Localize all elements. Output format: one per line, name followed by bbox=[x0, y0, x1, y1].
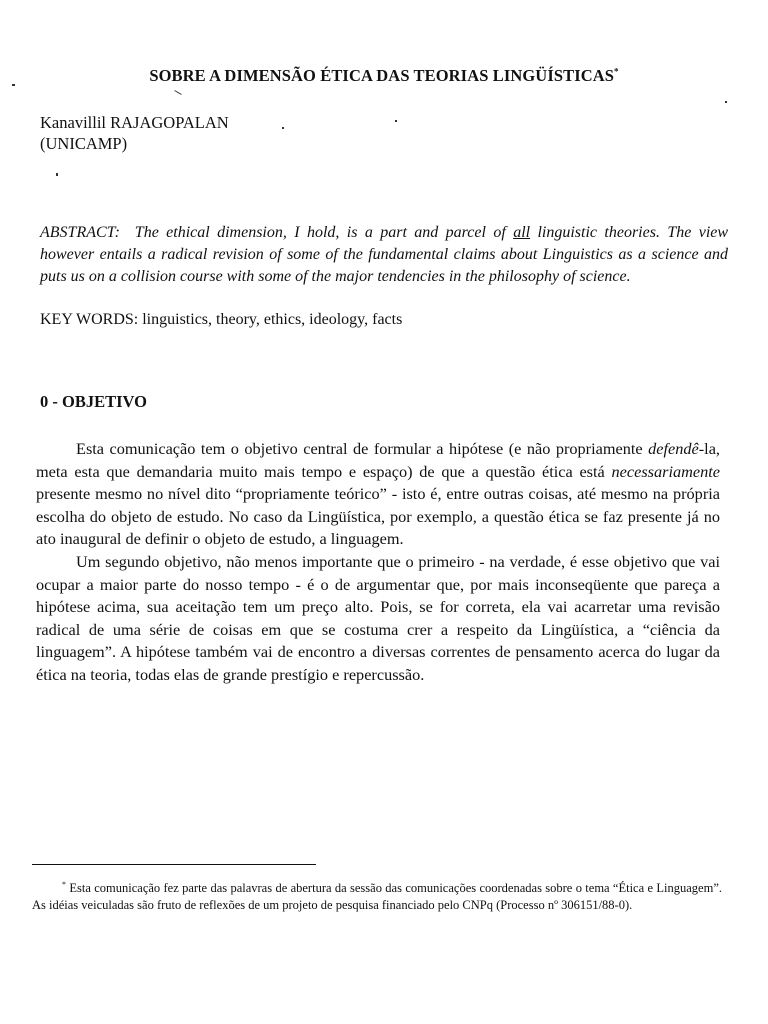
author-block bbox=[40, 112, 229, 154]
scan-speck bbox=[12, 84, 15, 86]
abstract-underlined-word: all bbox=[513, 224, 531, 241]
section-heading: 0 - OBJETIVO bbox=[40, 392, 147, 411]
footnote-paragraph bbox=[32, 876, 722, 914]
scan-speck bbox=[725, 101, 727, 103]
body-text bbox=[36, 438, 720, 687]
paragraph-1-part-3: presente mesmo no nível dito “propriamente teórico” - isto é, entre outras coisas, até mesmo na própria escolha do objeto de estudo. No caso da Lingüística, por exemplo, a questão ética se faz presente já no ato inaugural de definir o objeto de estudo, a linguagem. bbox=[36, 484, 720, 549]
author-name: Kanavillil RAJAGOPALAN bbox=[40, 113, 229, 132]
paragraph-2: Um segundo objetivo, não menos importante que o primeiro - na verdade, é esse objetivo que vai ocupar a maior parte do nosso tempo - é o de argumentar que, por mais inconseqüente que pareça a hipótese acima, sua aceitação tem um preço alto. Pois, se for correta, ela vai acarretar uma revisão radical de uma série de coisas em que se costuma crer a respeito da Lingüística, a “ciência da linguagem”. A hipótese também vai de encontro a diversas correntes de pensamento acerca do lugar da ética na teoria, todas elas de grande prestígio e repercussão. bbox=[36, 551, 720, 684]
paragraph-1 bbox=[36, 438, 720, 551]
paragraph-1-emphasis-2: necessariamente bbox=[611, 461, 721, 481]
abstract-text-before: The ethical dimension, I hold, is a part and parcel of bbox=[134, 224, 506, 241]
abstract-text-after: linguistic theories. The view however entails a radical revision of some of the fundamental claims about Linguistics as a science and puts us on a collision course with some of the major tendencies in the philosophy of science. bbox=[40, 224, 729, 285]
scan-speck bbox=[395, 120, 397, 122]
title-text: SOBRE A DIMENSÃO ÉTICA DAS TEORIAS LINGÜÍSTICAS bbox=[149, 66, 615, 85]
footnote-marker: * bbox=[62, 880, 66, 889]
title-footnote-marker: * bbox=[614, 66, 619, 77]
paper-title bbox=[0, 66, 768, 86]
paragraph-1-part-2: -la, meta esta que demandaria muito mais tempo e espaço) de que a questão ética está bbox=[36, 439, 720, 481]
scan-speck bbox=[282, 127, 284, 129]
footnote-text: Esta comunicação fez parte das palavras de abertura da sessão das comunicações coordenadas sobre o tema “Ética e Linguagem”. As idéias veiculadas são fruto de reflexões de um projeto de pesquisa financiado pelo CNPq (Processo nº 306151/88-0). bbox=[32, 881, 722, 913]
abstract-label: ABSTRACT: bbox=[40, 224, 121, 241]
author-affiliation: (UNICAMP) bbox=[40, 134, 128, 153]
abstract bbox=[40, 222, 728, 288]
paragraph-1-emphasis-1: defendê bbox=[648, 439, 699, 458]
footnote bbox=[32, 876, 722, 914]
scan-speck bbox=[56, 173, 58, 176]
keywords-text: linguistics, theory, ethics, ideology, facts bbox=[142, 311, 403, 328]
scan-speck bbox=[174, 90, 181, 95]
paragraph-1-part-1: Esta comunicação tem o objetivo central de formular a hipótese (e não propriamente bbox=[76, 439, 643, 458]
footnote-rule bbox=[32, 864, 316, 865]
keywords-label: KEY WORDS: bbox=[40, 311, 139, 328]
keywords bbox=[40, 309, 728, 331]
